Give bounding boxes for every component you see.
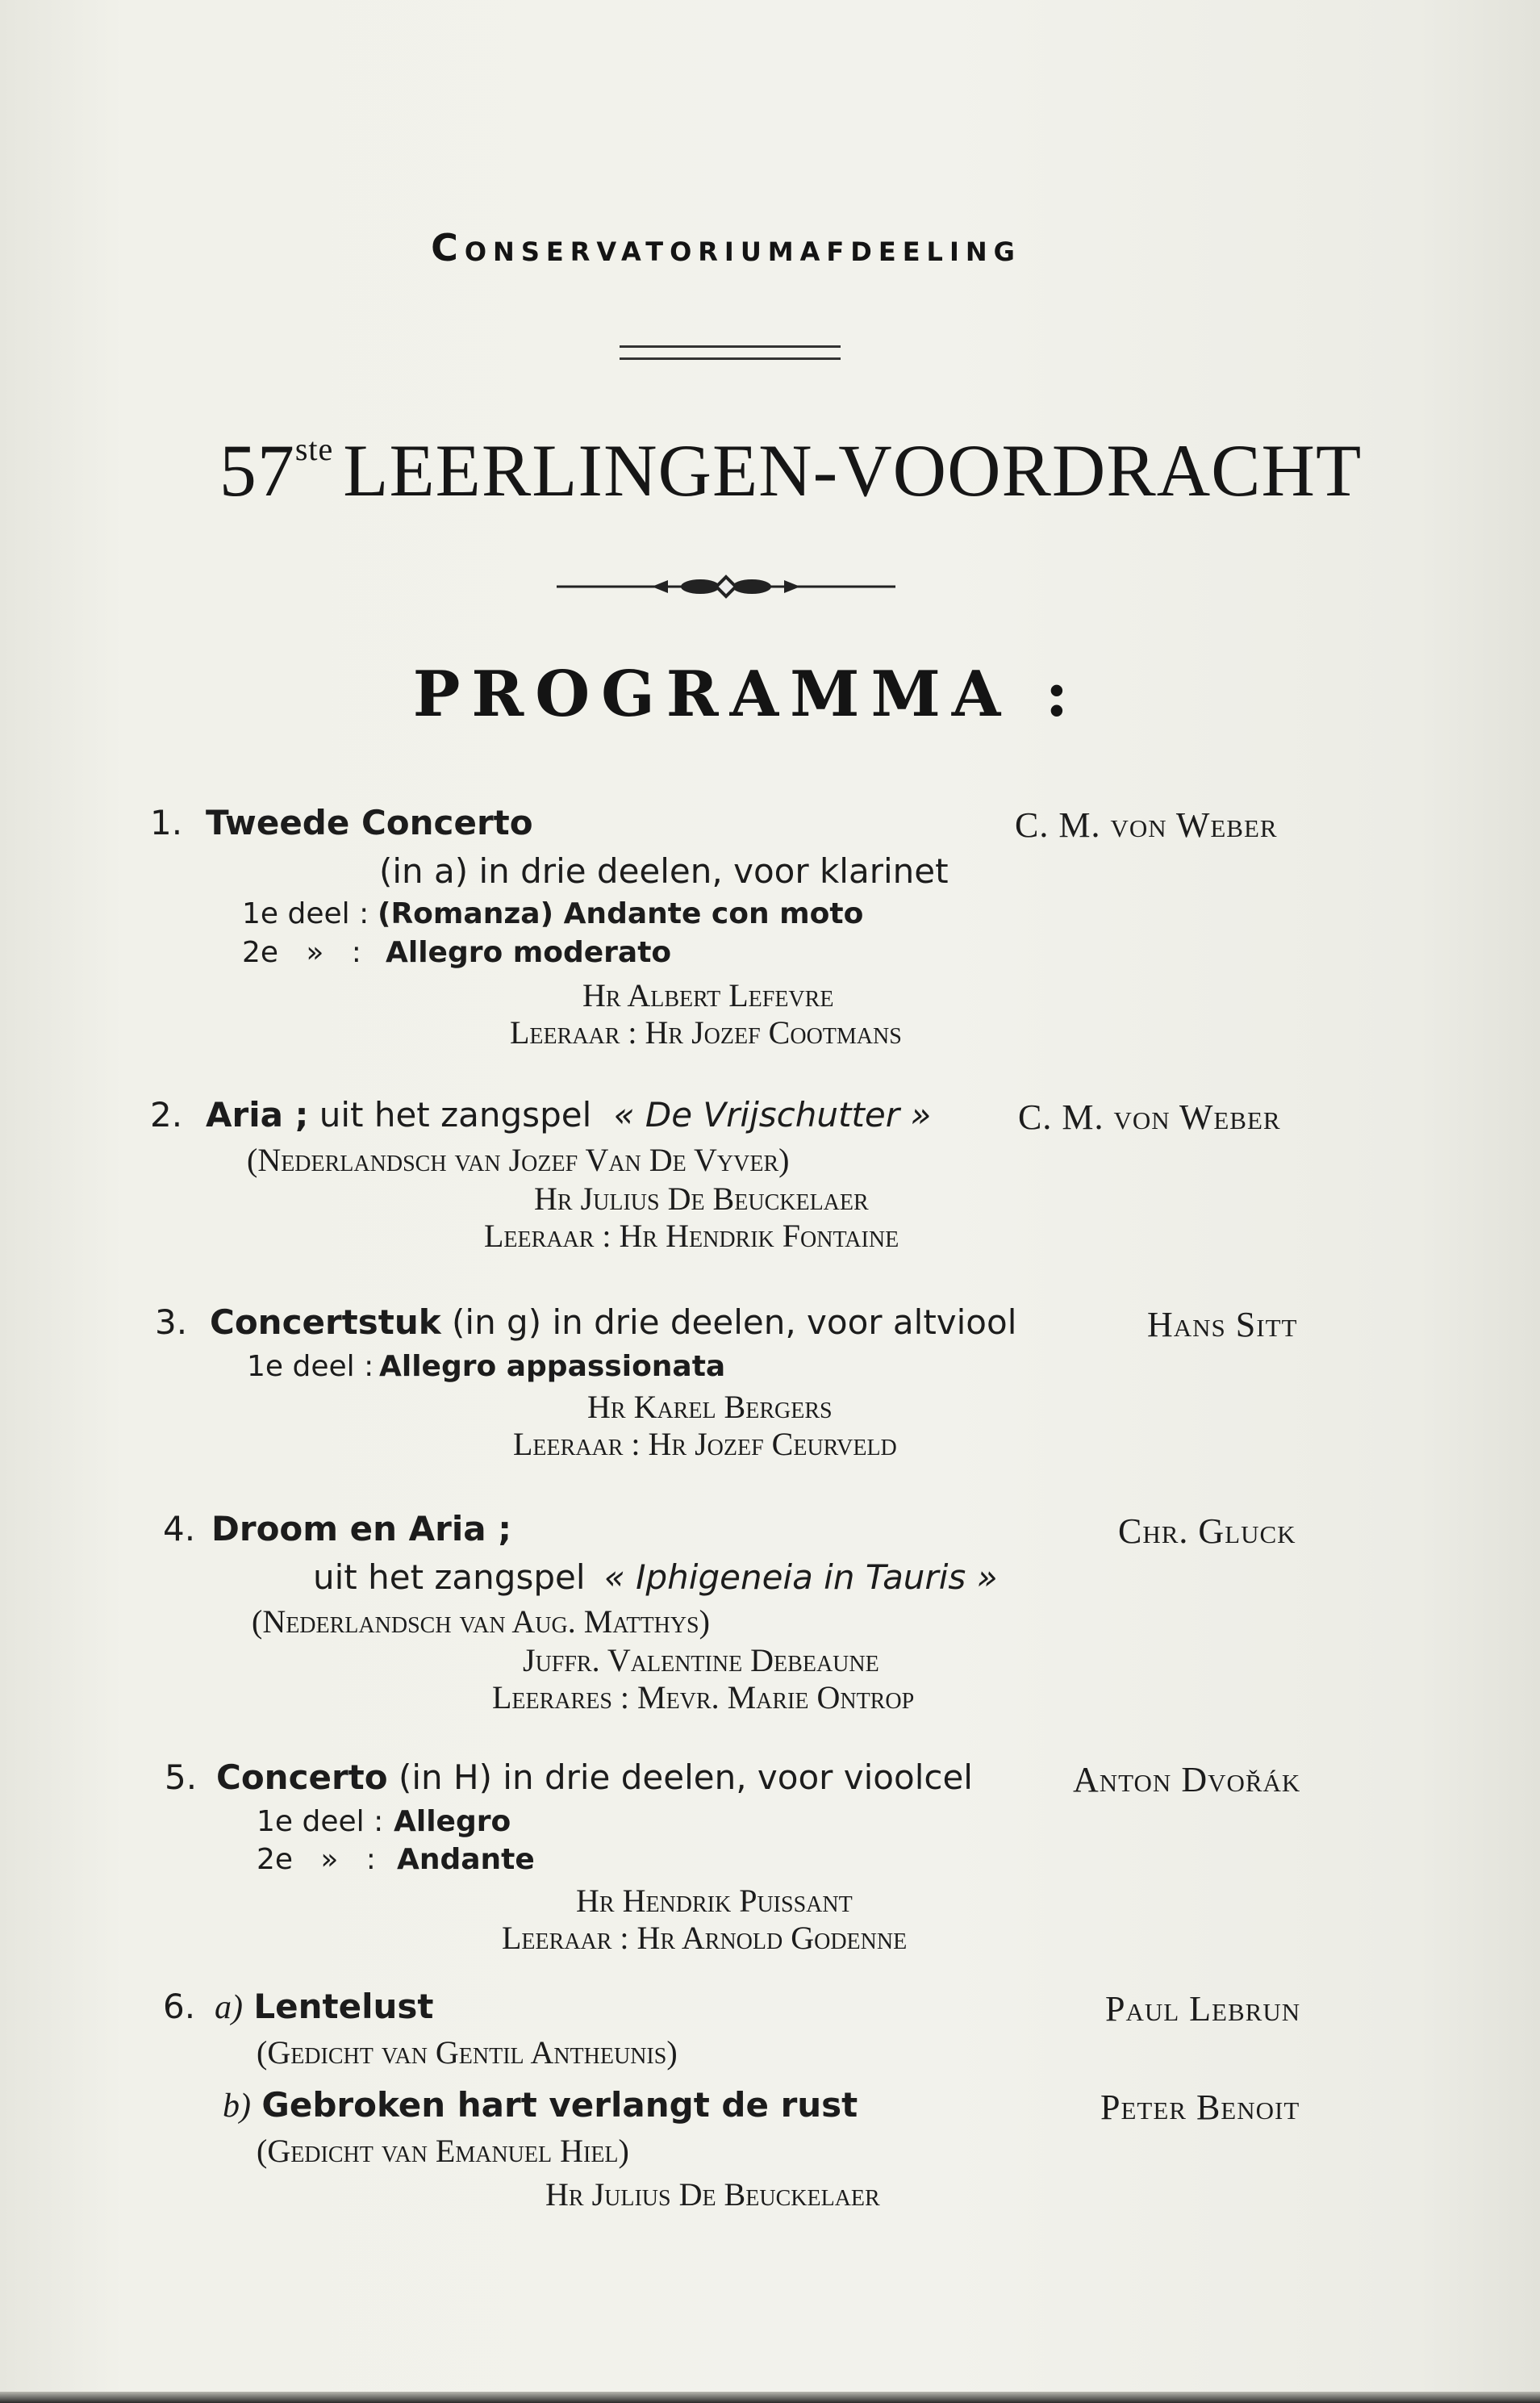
item-1-composer: C. M. von Weber [1015,805,1278,845]
item-5-teacher: Leeraar : Hr Arnold Godenne [502,1920,908,1956]
item-2-translation: (Nederlandsch van Jozef Van De Vyver) [247,1142,790,1178]
item-1-teacher: Leeraar : Hr Jozef Cootmans [510,1014,902,1051]
item-4-line2-prefix: uit het zangspel [313,1557,586,1597]
item-5-movement-2-label: 2e » : [257,1843,376,1876]
item-5-movement-2: Andante [397,1843,535,1876]
item-1-number: 1. [150,803,183,842]
item-6a-label: a) [215,1989,243,2026]
item-5-movement-1: Allegro [394,1805,511,1838]
item-1-performer: Hr Albert Lefevre [582,977,834,1013]
item-3-movement-1: Allegro appassionata [379,1350,726,1383]
item-3-title-line [210,1302,1016,1342]
item-4-title: Droom en Aria ; [211,1509,512,1548]
item-6b-line [223,2085,858,2125]
item-6a-composer: Paul Lebrun [1105,1989,1301,2029]
item-3-composer: Hans Sitt [1147,1305,1298,1344]
item-5-number: 5. [165,1757,198,1797]
item-4-work: « Iphigeneia in Tauris » [603,1557,998,1597]
item-2-title-rest: uit het zangspel [319,1095,592,1135]
item-6-performer: Hr Julius De Beuckelaer [545,2176,880,2213]
title-suffix: ste [294,431,334,467]
item-3-teacher: Leeraar : Hr Jozef Ceurveld [513,1426,897,1462]
item-4-performer: Juffr. Valentine Debeaune [523,1642,879,1678]
item-6b-composer: Peter Benoit [1100,2087,1300,2127]
item-5-title-line [216,1757,973,1797]
item-2-number: 2. [150,1095,183,1135]
title-number: 57 [219,429,295,512]
item-3-number: 3. [155,1302,188,1342]
item-2-teacher: Leeraar : Hr Hendrik Fontaine [484,1218,899,1254]
item-6b-label: b) [223,2087,251,2125]
item-5-composer: Anton Dvořák [1073,1760,1301,1799]
item-5-title-rest: (in H) in drie deelen, voor vioolcel [398,1757,973,1797]
item-4-translation: (Nederlandsch van Aug. Matthys) [252,1603,710,1640]
item-1-movement-2: Allegro moderato [386,936,672,969]
page-bottom-edge [0,2392,1540,2403]
item-1-movement-2-label: 2e » : [242,936,361,969]
item-5-movement-1-label: 1e deel : [257,1805,384,1838]
item-4-teacher: Leerares : Mevr. Marie Ontrop [492,1679,915,1716]
item-1-movement-1: (Romanza) Andante con moto [378,897,864,930]
item-4-number: 4. [163,1509,196,1548]
item-5-performer: Hr Hendrik Puissant [576,1883,853,1919]
item-2-performer: Hr Julius De Beuckelaer [534,1181,869,1217]
item-1-description: (in a) in drie deelen, voor klarinet [379,851,949,891]
item-3-title: Concertstuk [210,1302,441,1342]
item-3-title-rest: (in g) in drie deelen, voor altviool [452,1302,1017,1342]
item-3-performer: Hr Karel Bergers [587,1389,833,1425]
item-6a-poem: (Gedicht van Gentil Antheunis) [257,2034,678,2071]
item-5-title: Concerto [216,1757,388,1797]
item-6a-line [215,1987,433,2027]
item-2-title-line [206,1095,931,1135]
department-heading: Conservatoriumafdeeling [431,226,1021,270]
item-2-work: « De Vrijschutter » [613,1095,932,1135]
item-1-movement-1-label: 1e deel : [242,897,369,930]
item-1-title: Tweede Concerto [206,803,533,842]
item-6-number: 6. [163,1987,196,2026]
item-4-composer: Chr. Gluck [1118,1511,1296,1551]
page-title [0,428,1540,513]
item-6a-title: Lentelust [253,1987,434,2026]
item-2-composer: C. M. von Weber [1018,1097,1281,1137]
ornament-divider-icon [557,575,895,599]
programma-heading: PROGRAMMA : [412,658,1080,731]
item-4-work-line [313,1557,998,1597]
item-6b-poem: (Gedicht van Emanuel Hiel) [257,2133,629,2169]
double-rule-divider [620,345,841,360]
item-6b-title: Gebroken hart verlangt de rust [261,2085,858,2125]
title-text: LEERLINGEN-VOORDRACHT [343,429,1363,512]
item-3-movement-1-label: 1e deel : [247,1350,374,1383]
item-2-title: Aria ; [206,1095,309,1135]
